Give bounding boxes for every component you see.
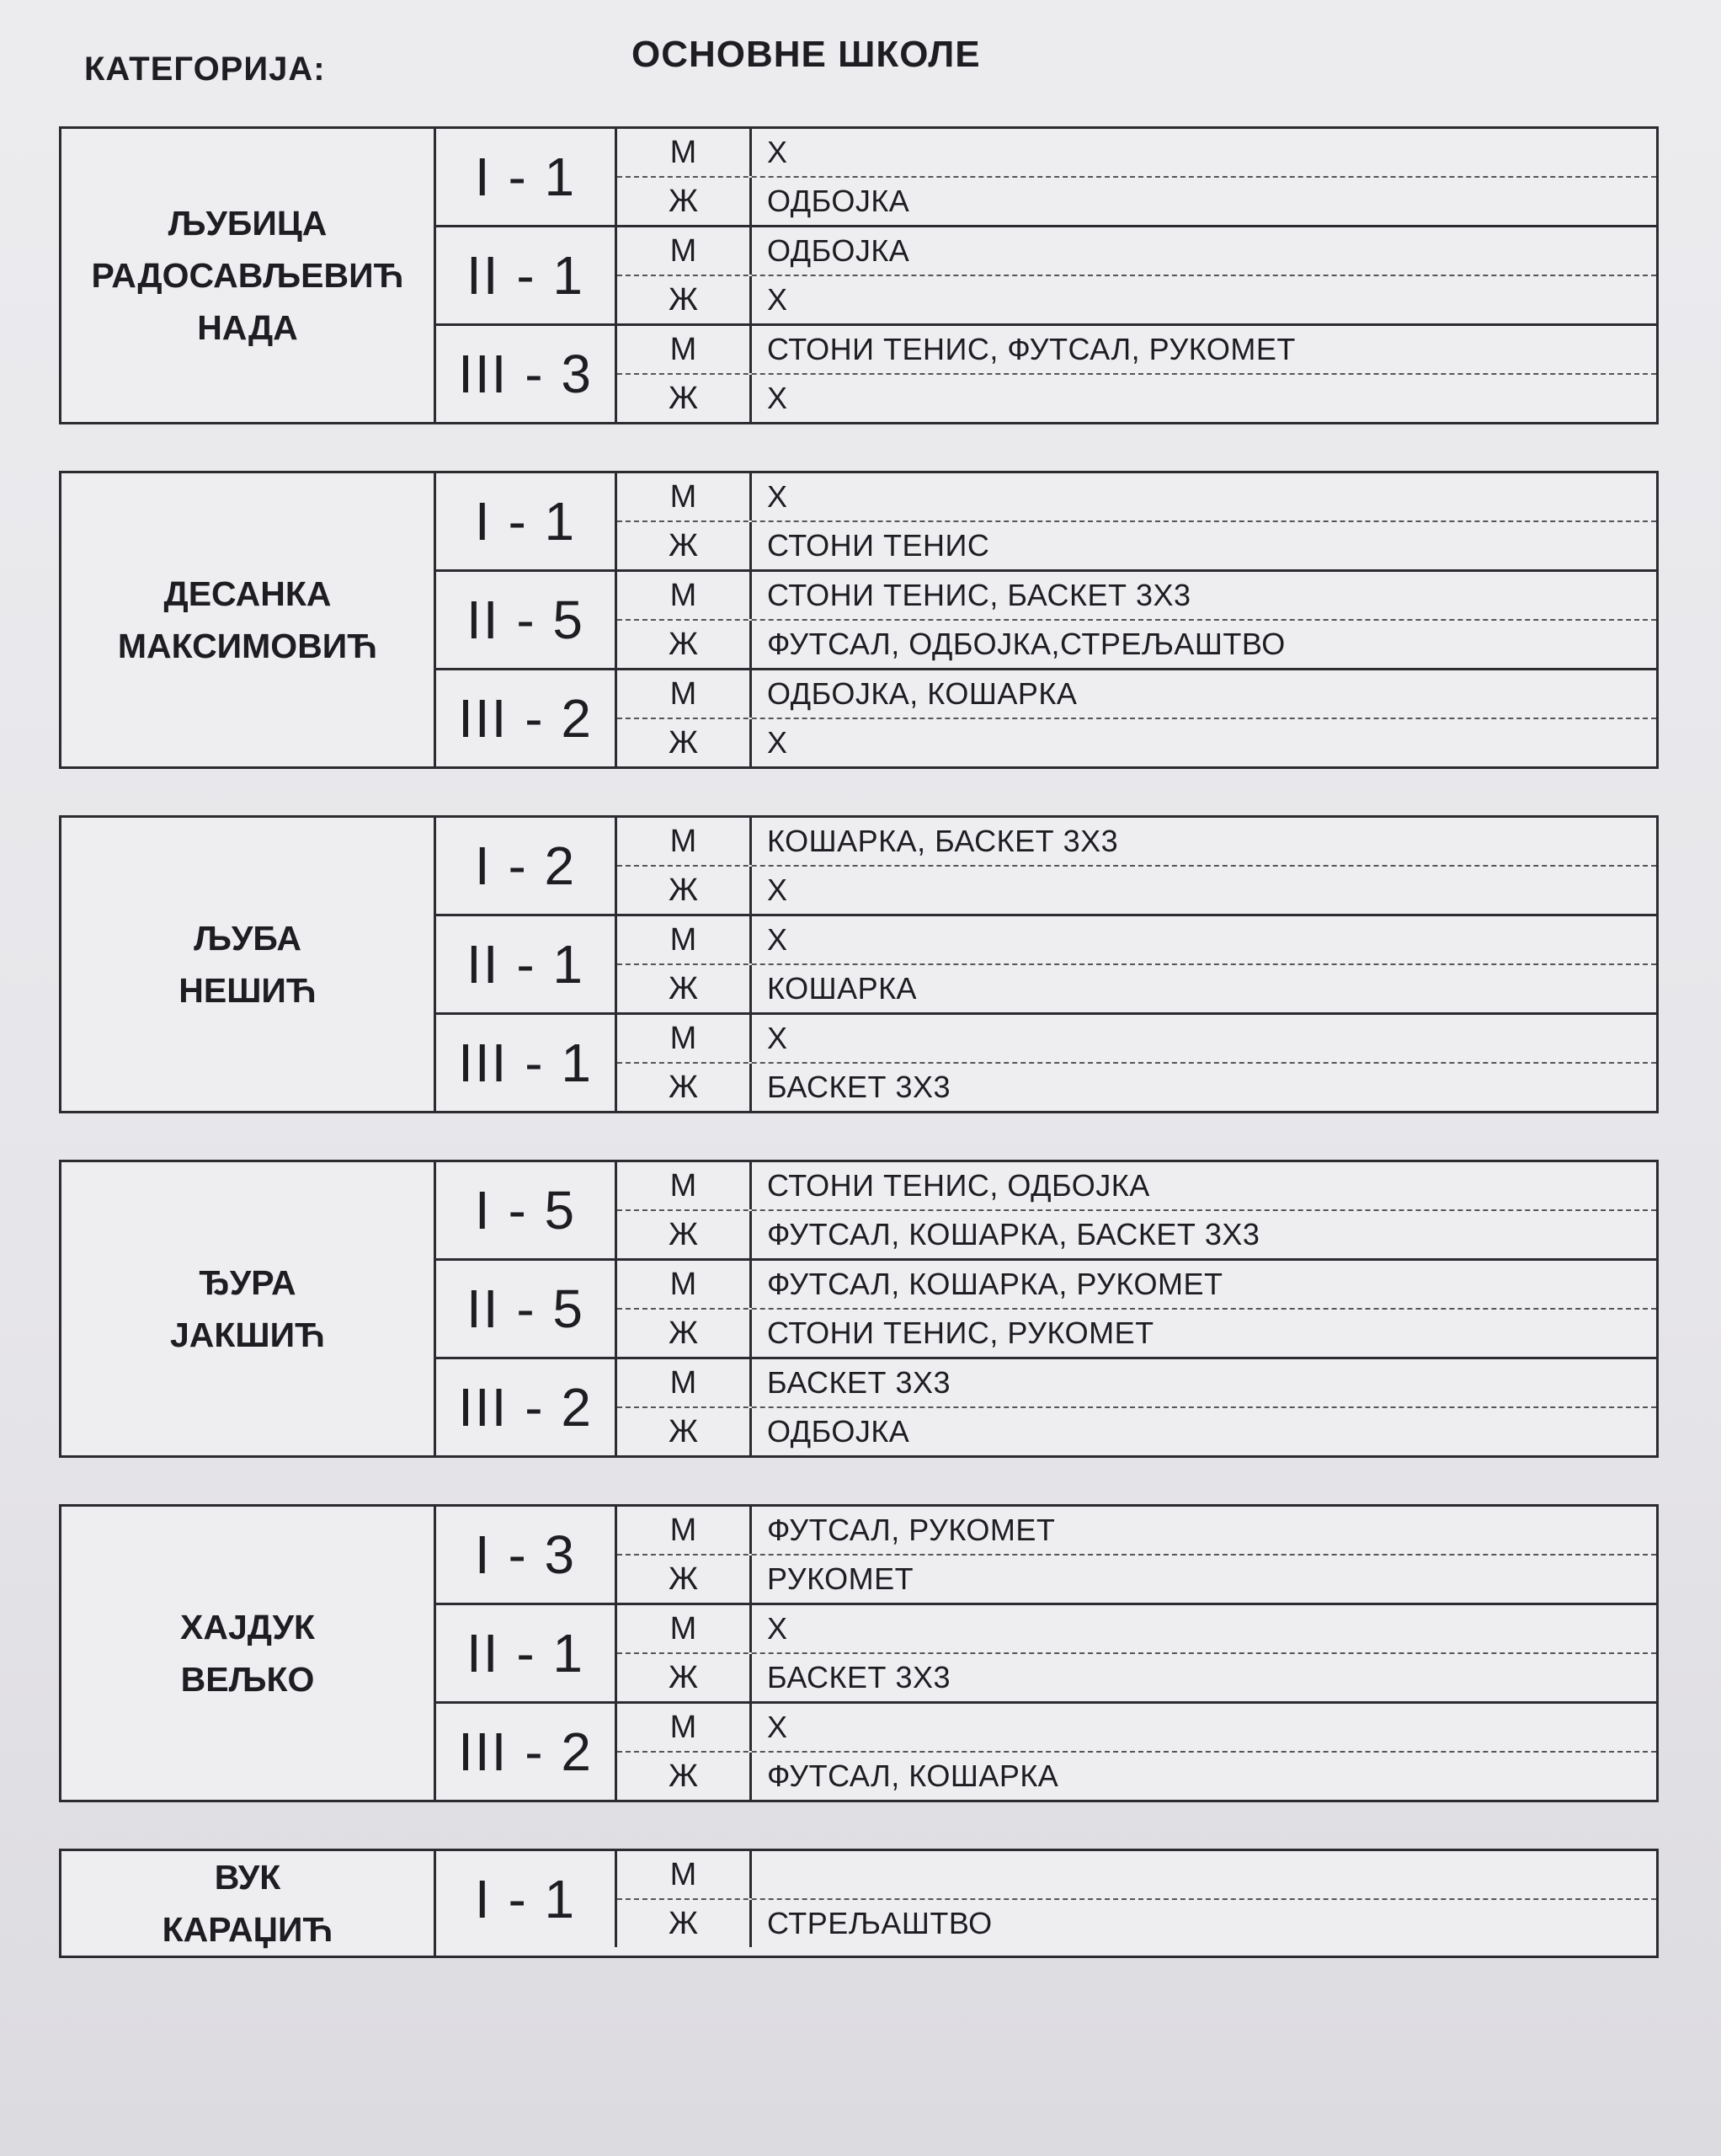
class-list	[436, 1851, 1656, 1956]
sports-cell: ФУТСАЛ, РУКОМЕТ	[767, 1513, 1056, 1547]
gender-row	[617, 1704, 1656, 1751]
gender-row	[617, 520, 1656, 569]
school-block	[59, 471, 1659, 769]
gender-rows	[617, 1704, 1656, 1800]
gender-cell: М	[617, 916, 752, 963]
sports-cell: ОДБОЈКА	[767, 184, 910, 218]
sports-cell: Х	[767, 1021, 788, 1055]
gender-cell: Ж	[617, 1753, 752, 1800]
gender-cell: М	[617, 1162, 752, 1209]
gender-row	[617, 1406, 1656, 1455]
sports-cell: ФУТСАЛ, КОШАРКА, БАСКЕТ 3Х3	[767, 1217, 1260, 1251]
sports-cell: СТОНИ ТЕНИС, БАСКЕТ 3Х3	[767, 578, 1191, 612]
sports-cell: СТОНИ ТЕНИС, РУКОМЕТ	[767, 1315, 1154, 1350]
gender-cell: М	[617, 1507, 752, 1554]
gender-cell: Ж	[617, 965, 752, 1012]
sports-cell: Х	[767, 135, 788, 169]
gender-cell: Ж	[617, 719, 752, 766]
gender-cell: Ж	[617, 867, 752, 914]
gender-cell: Ж	[617, 1310, 752, 1357]
sports-cell: Х	[767, 725, 788, 760]
sports-cell: Х	[767, 922, 788, 957]
sports-cell: СТОНИ ТЕНИС, ОДБОЈКА	[767, 1168, 1150, 1203]
schools-table	[59, 126, 1659, 2004]
school-name: ВУК КАРАЏИЋ	[61, 1851, 436, 1956]
class-label: III - 1	[436, 1015, 617, 1111]
gender-cell: М	[617, 1605, 752, 1652]
gender-cell: Ж	[617, 1408, 752, 1455]
gender-cell: М	[617, 473, 752, 520]
class-group	[436, 473, 1656, 569]
gender-row	[617, 1554, 1656, 1603]
class-list	[436, 1507, 1656, 1800]
gender-rows	[617, 1261, 1656, 1357]
sports-cell: ОДБОЈКА, КОШАРКА	[767, 676, 1078, 711]
sports-cell: Х	[767, 479, 788, 514]
gender-row	[617, 1359, 1656, 1406]
category-label: КАТЕГОРИЈА:	[84, 51, 326, 88]
gender-cell: М	[617, 818, 752, 865]
gender-row	[617, 275, 1656, 323]
gender-row	[617, 1652, 1656, 1701]
class-group	[436, 225, 1656, 323]
sports-cell: БАСКЕТ 3Х3	[767, 1365, 951, 1400]
gender-rows	[617, 227, 1656, 323]
gender-row	[617, 1209, 1656, 1258]
gender-row	[617, 473, 1656, 520]
gender-row	[617, 1162, 1656, 1209]
school-name: ДЕСАНКА МАКСИМОВИЋ	[61, 473, 436, 766]
sports-cell: СТОНИ ТЕНИС	[767, 528, 990, 563]
gender-rows	[617, 1015, 1656, 1111]
class-group	[436, 1012, 1656, 1111]
sports-cell: СТОНИ ТЕНИС, ФУТСАЛ, РУКОМЕТ	[767, 332, 1296, 366]
gender-cell: Ж	[617, 1556, 752, 1603]
gender-row	[617, 718, 1656, 766]
class-label: II - 1	[436, 916, 617, 1012]
gender-cell: М	[617, 1359, 752, 1406]
gender-row	[617, 1851, 1656, 1898]
gender-rows	[617, 326, 1656, 422]
class-group	[436, 569, 1656, 668]
gender-cell: Ж	[617, 1211, 752, 1258]
gender-rows	[617, 916, 1656, 1012]
gender-cell: М	[617, 1015, 752, 1062]
gender-row	[617, 963, 1656, 1012]
gender-rows	[617, 1359, 1656, 1455]
gender-cell: М	[617, 670, 752, 718]
gender-row	[617, 1898, 1656, 1947]
sports-cell: Х	[767, 282, 788, 317]
class-label: I - 3	[436, 1507, 617, 1603]
class-label: I - 1	[436, 1851, 617, 1947]
gender-row	[617, 1015, 1656, 1062]
class-label: I - 1	[436, 129, 617, 225]
class-list	[436, 129, 1656, 422]
sports-cell: ФУТСАЛ, КОШАРКА, РУКОМЕТ	[767, 1267, 1223, 1301]
gender-row	[617, 1605, 1656, 1652]
class-group	[436, 818, 1656, 914]
school-block	[59, 1849, 1659, 1958]
gender-cell: Ж	[617, 276, 752, 323]
class-group	[436, 914, 1656, 1012]
gender-rows	[617, 818, 1656, 914]
gender-cell: М	[617, 129, 752, 176]
class-label: III - 3	[436, 326, 617, 422]
gender-row	[617, 916, 1656, 963]
class-group	[436, 1603, 1656, 1701]
gender-row	[617, 572, 1656, 619]
class-group	[436, 1162, 1656, 1258]
school-block	[59, 126, 1659, 424]
gender-row	[617, 373, 1656, 422]
school-name: ЉУБА НЕШИЋ	[61, 818, 436, 1111]
class-group	[436, 668, 1656, 766]
sports-cell: КОШАРКА, БАСКЕТ 3Х3	[767, 824, 1119, 858]
gender-row	[617, 1507, 1656, 1554]
gender-rows	[617, 1162, 1656, 1258]
class-label: II - 1	[436, 1605, 617, 1701]
gender-rows	[617, 473, 1656, 569]
gender-row	[617, 619, 1656, 668]
sports-cell: ФУТСАЛ, КОШАРКА	[767, 1758, 1059, 1793]
document-header	[84, 34, 1633, 101]
gender-row	[617, 670, 1656, 718]
sports-cell: ОДБОЈКА	[767, 233, 910, 268]
class-label: II - 5	[436, 572, 617, 668]
gender-cell: Ж	[617, 178, 752, 225]
gender-rows	[617, 572, 1656, 668]
school-name: ЂУРА ЈАКШИЋ	[61, 1162, 436, 1455]
gender-row	[617, 176, 1656, 225]
class-group	[436, 1507, 1656, 1603]
sports-cell: БАСКЕТ 3Х3	[767, 1070, 951, 1104]
category-value: ОСНОВНЕ ШКОЛЕ	[631, 34, 981, 75]
class-label: I - 5	[436, 1162, 617, 1258]
sports-cell: Х	[767, 873, 788, 907]
gender-row	[617, 865, 1656, 914]
class-label: II - 5	[436, 1261, 617, 1357]
sports-cell: КОШАРКА	[767, 971, 918, 1006]
sports-cell: РУКОМЕТ	[767, 1561, 914, 1596]
gender-cell: М	[617, 227, 752, 275]
gender-cell: М	[617, 1851, 752, 1898]
class-label: I - 1	[436, 473, 617, 569]
class-group	[436, 1851, 1656, 1947]
class-group	[436, 1258, 1656, 1357]
gender-row	[617, 818, 1656, 865]
sports-cell: БАСКЕТ 3Х3	[767, 1660, 951, 1694]
class-group	[436, 129, 1656, 225]
gender-cell: Ж	[617, 1654, 752, 1701]
class-group	[436, 1701, 1656, 1800]
gender-cell: Ж	[617, 522, 752, 569]
school-name: ХАЈДУК ВЕЉКО	[61, 1507, 436, 1800]
gender-row	[617, 1308, 1656, 1357]
sports-cell: ФУТСАЛ, ОДБОЈКА,СТРЕЉАШТВО	[767, 627, 1286, 661]
gender-cell: Ж	[617, 1900, 752, 1947]
school-block	[59, 1160, 1659, 1458]
class-label: III - 2	[436, 1359, 617, 1455]
gender-row	[617, 1751, 1656, 1800]
sports-cell: ОДБОЈКА	[767, 1414, 910, 1449]
gender-row	[617, 129, 1656, 176]
sports-cell	[752, 1851, 1656, 1898]
sports-cell: Х	[767, 1611, 788, 1646]
gender-cell: М	[617, 572, 752, 619]
gender-rows	[617, 1605, 1656, 1701]
school-name: ЉУБИЦА РАДОСАВЉЕВИЋ НАДА	[61, 129, 436, 422]
gender-row	[617, 326, 1656, 373]
gender-cell: Ж	[617, 621, 752, 668]
class-group	[436, 323, 1656, 422]
sports-cell: Х	[767, 381, 788, 415]
gender-cell: Ж	[617, 1064, 752, 1111]
sports-cell: СТРЕЉАШТВО	[767, 1906, 993, 1940]
class-label: III - 2	[436, 670, 617, 766]
gender-cell: М	[617, 326, 752, 373]
class-group	[436, 1357, 1656, 1455]
class-label: III - 2	[436, 1704, 617, 1800]
gender-rows	[617, 129, 1656, 225]
school-block	[59, 815, 1659, 1113]
gender-row	[617, 227, 1656, 275]
school-block	[59, 1504, 1659, 1802]
gender-cell: М	[617, 1704, 752, 1751]
gender-rows	[617, 1507, 1656, 1603]
class-label: I - 2	[436, 818, 617, 914]
gender-cell: Ж	[617, 375, 752, 422]
class-list	[436, 818, 1656, 1111]
gender-row	[617, 1062, 1656, 1111]
gender-rows	[617, 1851, 1656, 1947]
sports-cell: Х	[767, 1710, 788, 1744]
class-list	[436, 473, 1656, 766]
gender-cell: М	[617, 1261, 752, 1308]
class-label: II - 1	[436, 227, 617, 323]
gender-row	[617, 1261, 1656, 1308]
class-list	[436, 1162, 1656, 1455]
gender-rows	[617, 670, 1656, 766]
